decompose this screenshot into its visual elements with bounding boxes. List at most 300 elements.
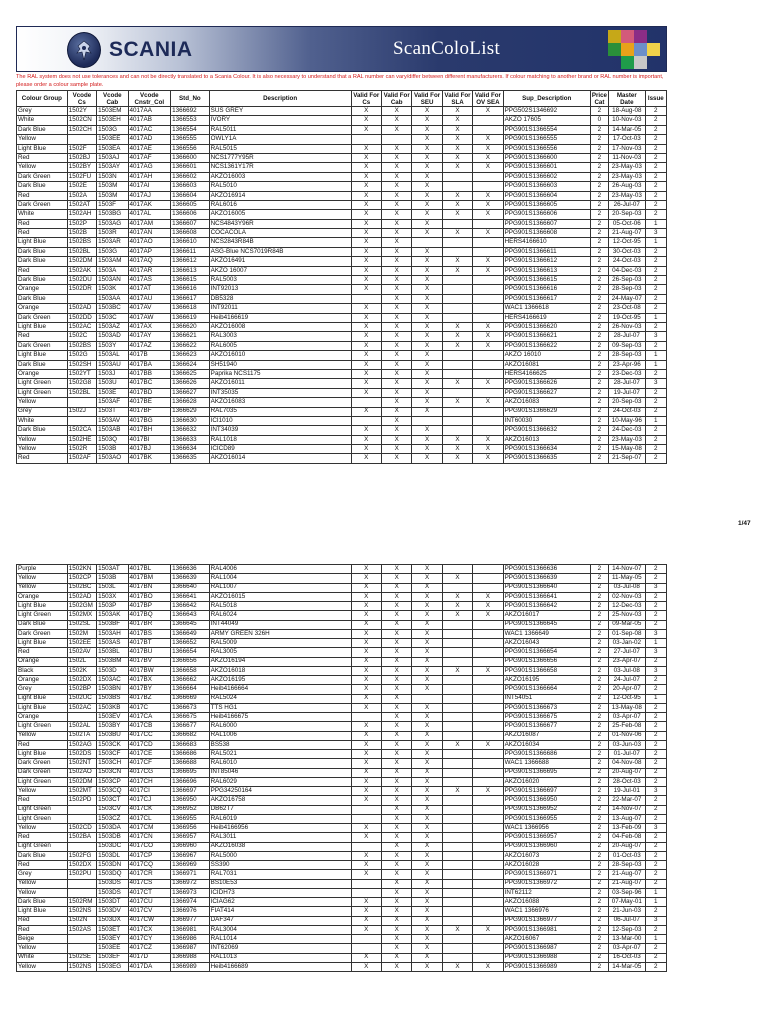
table-cell: PPG901S1366950 [503, 796, 590, 805]
table-cell: X [412, 200, 442, 209]
table-cell: 23-Apr-07 [609, 657, 646, 666]
table-cell: 1366621 [171, 332, 210, 341]
table-cell: AKZO16013 [503, 435, 590, 444]
table-row [17, 694, 667, 703]
table-cell: X [412, 916, 442, 925]
table-cell: X [381, 833, 411, 842]
table-row [17, 313, 667, 322]
table-cell [442, 796, 472, 805]
table-cell: 1366652 [171, 639, 210, 648]
table-cell: PPG901S1366981 [503, 925, 590, 934]
table-cell: 1366605 [171, 200, 210, 209]
table-cell: Red [17, 925, 68, 934]
table-cell: 2 [645, 620, 666, 629]
table-cell: 1502BS [67, 341, 96, 350]
table-cell: 2 [645, 962, 666, 971]
table-cell: 18-Aug-08 [609, 107, 646, 116]
table-cell: 1366604 [171, 191, 210, 200]
table-row [17, 153, 667, 162]
table-cell: 14-Nov-07 [609, 565, 646, 574]
table-cell: 4017AP [128, 247, 171, 256]
table-cell: 10-Nov-03 [609, 116, 646, 125]
table-cell: 2 [590, 445, 608, 454]
table-cell [473, 313, 503, 322]
table-cell: RAL4006 [209, 565, 351, 574]
table-cell: 12-Oct-95 [609, 238, 646, 247]
column-header: Valid For SLA [442, 91, 472, 107]
table-cell: 03-Jan-02 [609, 639, 646, 648]
column-header: Vcode Cnstr_Col [128, 91, 171, 107]
table-cell: X [381, 407, 411, 416]
table-cell [442, 407, 472, 416]
table-cell: X [381, 574, 411, 583]
table-cell: 23-Dec-03 [609, 369, 646, 378]
table-cell: X [381, 285, 411, 294]
table-cell: 2 [590, 879, 608, 888]
table-cell: X [381, 313, 411, 322]
table-cell: 1366641 [171, 592, 210, 601]
table-cell: Light Blue [17, 907, 68, 916]
table-cell: 4017BG [128, 416, 171, 425]
table-cell: 26-Sep-03 [609, 276, 646, 285]
table-cell: Light Green [17, 777, 68, 786]
table-cell: X [412, 879, 442, 888]
table-cell: PPG901S1366635 [503, 454, 590, 463]
table-cell: 1366981 [171, 925, 210, 934]
table-row [17, 713, 667, 722]
table-cell: 4017BL [128, 565, 171, 574]
table-cell [473, 759, 503, 768]
table-cell: 2 [590, 694, 608, 703]
table-cell: 2 [590, 210, 608, 219]
table-cell: X [351, 454, 381, 463]
table-cell [442, 851, 472, 860]
table-cell: 3 [645, 824, 666, 833]
table-cell: 2 [645, 247, 666, 256]
table-cell: 1366654 [171, 648, 210, 657]
table-cell: X [412, 768, 442, 777]
color-tile [608, 43, 621, 56]
table-cell: X [473, 135, 503, 144]
table-cell: X [412, 713, 442, 722]
table-cell: 1 [645, 694, 666, 703]
table-cell: AKZO16018 [209, 666, 351, 675]
table-cell: X [442, 574, 472, 583]
table-cell: X [412, 435, 442, 444]
table-cell [442, 759, 472, 768]
table-cell [442, 247, 472, 256]
table-cell [473, 172, 503, 181]
table-cell: 1502NT [67, 759, 96, 768]
table-cell: 10-May-96 [609, 416, 646, 425]
table-cell: 2 [590, 592, 608, 601]
table-cell [67, 713, 96, 722]
table-cell: X [412, 805, 442, 814]
table-cell: 1503G [97, 247, 128, 256]
table-cell: 1502SE [67, 953, 96, 962]
table-row [17, 191, 667, 200]
table-cell [442, 768, 472, 777]
table-cell: 1366656 [171, 657, 210, 666]
table-cell: Yellow [17, 888, 68, 897]
table-cell: 4017BX [128, 676, 171, 685]
table-cell: PPG901S1366601 [503, 163, 590, 172]
table-row [17, 454, 667, 463]
table-cell: 1502L [67, 657, 96, 666]
table-row [17, 163, 667, 172]
table-cell: White [17, 210, 68, 219]
table-cell: 1503CN [97, 768, 128, 777]
table-cell [412, 238, 442, 247]
table-cell: 25-Feb-08 [609, 722, 646, 731]
table-cell: X [442, 266, 472, 275]
table-cell [473, 898, 503, 907]
table-cell: 4017AG [128, 163, 171, 172]
table-cell: X [351, 768, 381, 777]
table-cell: RAL1006 [209, 731, 351, 740]
table-cell [442, 620, 472, 629]
table-cell: 1503ET [97, 925, 128, 934]
table-cell: 1503EA [97, 144, 128, 153]
table-cell: AKZO16195 [209, 676, 351, 685]
table-cell: 2 [645, 759, 666, 768]
table-cell: 1366639 [171, 574, 210, 583]
table-cell: X [351, 445, 381, 454]
table-cell: X [351, 574, 381, 583]
table-cell: X [381, 935, 411, 944]
table-cell [473, 750, 503, 759]
table-cell: X [442, 341, 472, 350]
table-cell [67, 888, 96, 897]
table-row [17, 676, 667, 685]
table-cell: 2 [645, 172, 666, 181]
table-cell: X [381, 445, 411, 454]
table-cell: Heib4166664 [209, 685, 351, 694]
table-cell: X [412, 454, 442, 463]
table-cell: Yellow [17, 583, 68, 592]
table-cell: AKZO16195 [503, 676, 590, 685]
column-header: Sup_Description [503, 91, 590, 107]
table-cell: X [351, 824, 381, 833]
table-cell: Heib4166689 [209, 962, 351, 971]
table-row [17, 842, 667, 851]
page-2 [16, 564, 667, 972]
table-cell [442, 388, 472, 397]
table-cell: 2 [590, 953, 608, 962]
table-cell [473, 657, 503, 666]
table-cell: ARMY GREEN 326H [209, 629, 351, 638]
table-cell: PPG901S1366686 [503, 750, 590, 759]
table-cell [351, 416, 381, 425]
table-cell: 2 [590, 285, 608, 294]
table-cell: 1366658 [171, 666, 210, 675]
table-cell: 1502AL [67, 722, 96, 731]
table-cell: X [412, 266, 442, 275]
table-cell: X [381, 731, 411, 740]
table-cell: 1502CA [67, 426, 96, 435]
table-cell: 2 [645, 713, 666, 722]
table-cell: 21-Aug-07 [609, 229, 646, 238]
table-cell: COCACOLA [209, 229, 351, 238]
table-cell [473, 285, 503, 294]
table-cell: 11-Nov-03 [609, 153, 646, 162]
table-cell: 1366613 [171, 266, 210, 275]
table-cell: X [412, 219, 442, 228]
table-cell: 1503E [97, 388, 128, 397]
table-cell: 2 [590, 294, 608, 303]
table-cell: X [412, 888, 442, 897]
table-cell [442, 703, 472, 712]
table-cell: 2 [590, 172, 608, 181]
table-cell: X [381, 888, 411, 897]
table-cell [442, 685, 472, 694]
table-cell [473, 805, 503, 814]
table-cell [473, 648, 503, 657]
table-cell: X [381, 740, 411, 749]
table-cell: X [473, 962, 503, 971]
table-cell: 19-Oct-95 [609, 313, 646, 322]
table-cell: Yellow [17, 163, 68, 172]
column-header: Issue [645, 91, 666, 107]
table-cell: TTS HG1 [209, 703, 351, 712]
table-cell: 1502AS [67, 925, 96, 934]
table-cell: 1366610 [171, 238, 210, 247]
table-cell [67, 294, 96, 303]
table-cell: X [351, 182, 381, 191]
table-cell: AKZO16008 [209, 322, 351, 331]
table-cell: AKZO16088 [503, 898, 590, 907]
table-cell: 24-Jul-07 [609, 676, 646, 685]
table-cell [351, 398, 381, 407]
table-cell [442, 888, 472, 897]
table-cell: 1502BY [67, 163, 96, 172]
table-cell: Light Green [17, 388, 68, 397]
table-cell: X [412, 666, 442, 675]
table-cell [442, 351, 472, 360]
table-cell: 0 [590, 116, 608, 125]
table-cell: 1502N [67, 916, 96, 925]
table-cell [442, 294, 472, 303]
table-cell: 1366556 [171, 144, 210, 153]
table-cell: 2 [645, 574, 666, 583]
table-cell: 1503EM [97, 107, 128, 116]
table-cell: RAL1007 [209, 583, 351, 592]
table-cell: 09-Sep-03 [609, 341, 646, 350]
table-cell: 2 [590, 814, 608, 823]
table-cell: X [442, 229, 472, 238]
table-cell: AKZO16087 [503, 731, 590, 740]
table-cell: 4017CZ [128, 944, 171, 953]
table-cell: X [351, 925, 381, 934]
table-cell [442, 814, 472, 823]
table-cell: X [442, 163, 472, 172]
table-cell: 1503K [97, 285, 128, 294]
table-cell: 03-Apr-07 [609, 713, 646, 722]
table-cell: 2 [645, 851, 666, 860]
table-cell: X [351, 219, 381, 228]
table-cell: 2 [645, 777, 666, 786]
table-cell: 4017CJ [128, 796, 171, 805]
table-cell: X [351, 341, 381, 350]
table-cell: 2 [645, 592, 666, 601]
table-cell: 1503AF [97, 398, 128, 407]
table-cell: 4017AS [128, 276, 171, 285]
table-cell: 2 [590, 935, 608, 944]
table-cell [473, 388, 503, 397]
table-cell: 2 [590, 602, 608, 611]
table-cell: X [412, 740, 442, 749]
table-cell: 1366622 [171, 341, 210, 350]
table-cell: 1502DX [67, 676, 96, 685]
table-cell: ICIDH73 [209, 888, 351, 897]
table-cell: 4017AK [128, 200, 171, 209]
table-cell: 14-Nov-07 [609, 805, 646, 814]
table-cell: 1503DC [97, 842, 128, 851]
table-cell: 14-Mar-05 [609, 962, 646, 971]
table-cell: X [442, 322, 472, 331]
table-cell: 2 [645, 257, 666, 266]
table-cell: 4017CC [128, 731, 171, 740]
table-cell: 2 [590, 851, 608, 860]
table-row [17, 172, 667, 181]
table-cell: X [351, 731, 381, 740]
table-cell: Red [17, 332, 68, 341]
table-cell [473, 583, 503, 592]
table-cell: X [473, 163, 503, 172]
table-row [17, 639, 667, 648]
table-cell: RAL1013 [209, 953, 351, 962]
table-cell: 1503AZ [97, 322, 128, 331]
table-cell: 1502BL [67, 388, 96, 397]
table-row [17, 602, 667, 611]
table-cell: X [351, 172, 381, 181]
table-cell: X [412, 285, 442, 294]
table-cell [67, 814, 96, 823]
table-cell: 2 [590, 805, 608, 814]
table-cell: X [473, 592, 503, 601]
table-cell [442, 944, 472, 953]
table-cell: 1503AN [97, 276, 128, 285]
table-cell: X [412, 294, 442, 303]
table-row [17, 341, 667, 350]
table-cell: 4017AL [128, 210, 171, 219]
table-cell: 1366615 [171, 276, 210, 285]
table-cell: X [351, 426, 381, 435]
table-row [17, 768, 667, 777]
table-cell: 14-Mar-05 [609, 125, 646, 134]
table-cell: HERS4166610 [503, 238, 590, 247]
table-cell: 2 [590, 620, 608, 629]
table-cell: 1503M [97, 191, 128, 200]
table-cell: 2 [590, 360, 608, 369]
table-cell: 1366600 [171, 153, 210, 162]
table-cell: 4017CN [128, 833, 171, 842]
table-cell [473, 916, 503, 925]
table-cell: 1366976 [171, 907, 210, 916]
table-cell: X [442, 787, 472, 796]
table-cell: X [351, 229, 381, 238]
table-cell: 1503CH [97, 759, 128, 768]
table-cell: 4017BV [128, 657, 171, 666]
table-row [17, 648, 667, 657]
table-cell: X [442, 257, 472, 266]
table-cell: 1502DR [67, 285, 96, 294]
table-cell: 2 [590, 787, 608, 796]
table-cell: 12-Dec-03 [609, 602, 646, 611]
table-cell: X [351, 657, 381, 666]
table-cell: 1503DT [97, 898, 128, 907]
table-cell: X [381, 191, 411, 200]
table-cell: PPG901S1366654 [503, 648, 590, 657]
table-cell: 4017AR [128, 266, 171, 275]
table-cell: X [412, 322, 442, 331]
table-cell: X [412, 870, 442, 879]
table-cell: 4017AO [128, 238, 171, 247]
table-cell: PPG901S1366952 [503, 805, 590, 814]
table-cell: 2 [645, 153, 666, 162]
column-header: Valid For SEU [412, 91, 442, 107]
table-cell: X [442, 125, 472, 134]
table-cell: 2 [590, 611, 608, 620]
table-cell: 1503BC [97, 304, 128, 313]
table-cell: 2 [645, 722, 666, 731]
table-cell: 2 [590, 322, 608, 331]
table-cell: 1366555 [171, 135, 210, 144]
table-row [17, 879, 667, 888]
table-cell: Red [17, 229, 68, 238]
table-cell: 1366974 [171, 898, 210, 907]
table-cell: RAL5018 [209, 602, 351, 611]
table-cell: X [473, 144, 503, 153]
table-cell: PPG901S1366987 [503, 944, 590, 953]
table-cell: 2 [590, 388, 608, 397]
table-cell: X [412, 935, 442, 944]
table-cell: PPG901S1366955 [503, 814, 590, 823]
table-cell: 1366643 [171, 611, 210, 620]
table-cell: 4017BO [128, 592, 171, 601]
table-cell [442, 276, 472, 285]
colour-table-page-2 [16, 564, 667, 972]
table-cell: 2 [645, 107, 666, 116]
table-cell: 4017BA [128, 360, 171, 369]
table-cell: 1502EE [67, 639, 96, 648]
table-cell: 4017AE [128, 144, 171, 153]
table-cell: X [412, 731, 442, 740]
table-cell: 2 [590, 629, 608, 638]
table-cell [412, 694, 442, 703]
table-row [17, 620, 667, 629]
table-cell: 1503CT [97, 796, 128, 805]
table-cell: AKZO16758 [209, 796, 351, 805]
table-cell: PPG901S1366697 [503, 787, 590, 796]
table-cell: 1366642 [171, 602, 210, 611]
table-row [17, 210, 667, 219]
table-cell [473, 369, 503, 378]
color-tiles-icon [608, 30, 660, 70]
table-cell: 2 [590, 666, 608, 675]
table-cell: X [412, 565, 442, 574]
table-cell: Red [17, 740, 68, 749]
table-cell: PPG34250164 [209, 787, 351, 796]
table-cell: X [473, 740, 503, 749]
table-cell: 2 [590, 332, 608, 341]
table-cell: 3 [645, 229, 666, 238]
table-cell: Heib4166619 [209, 313, 351, 322]
table-cell: INT92011 [209, 304, 351, 313]
table-cell: Light Green [17, 379, 68, 388]
table-cell: PPG901S1366604 [503, 191, 590, 200]
table-cell: 4017AX [128, 322, 171, 331]
